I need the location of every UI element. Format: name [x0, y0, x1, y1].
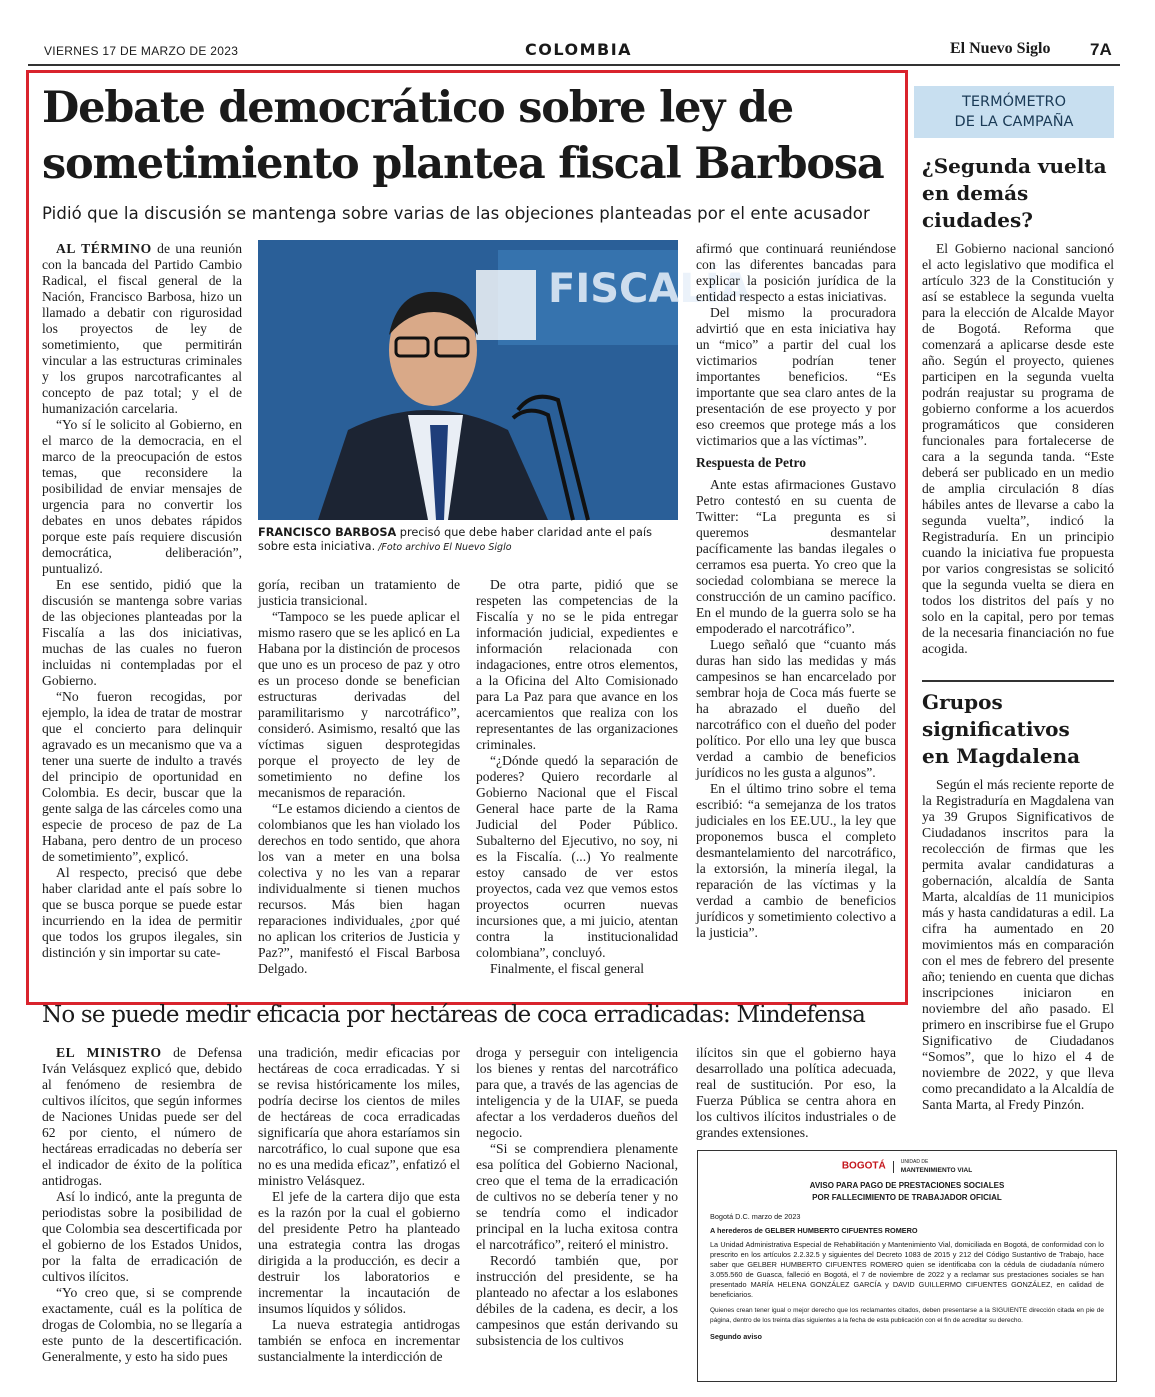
- sidebar-story1-text: El Gobierno nacional sancionó el acto legislativo que modifica el artículo 323 de la Constitución y así se establece la segunda vuelta para la elección de Alcalde Mayor de Bogotá. Reforma que comenzará a aplicarse desde este año. Según el proyecto, quienes participen en la segunda vuelta podrán reajustar su programa de gobierno conforme a los acuerdos programáticos que consideren funcionales para fortalecerse de cara a la segunda tanda. “Este deberá ser publicado en un medio de amplia circulación 8 días hábiles antes de llevarse a cabo la segunda vuelta”, indicó la Registraduría. En un principio cuando la iniciativa fue propuesta por varios congresistas se solicitó que la segunda vuelta se diera en todos los distritos del país y no solo en la capital, pero por temas de la necesaria financiación no fue acogida.: [922, 241, 1114, 656]
- header-rule: [28, 64, 1120, 66]
- notice-logo: BOGOTÁ UNIDAD DE MANTENIMIENTO VIAL: [841, 1159, 973, 1174]
- article-column-2: goría, reciban un tratamiento de justicia transicional. “Tampoco se les puede aplicar el mismo rasero que se les aplicó en La Habana por la distinción de procesos que uno es un proceso de paz y otro es un proceso donde se benefician estructuras derivadas del paramilitarismo y narcotráfico”, consideró. Asimismo, resaltó que las víctimas siguen desprotegidas porque el proyecto de ley de sometimiento no define los mecanismos de reparación. “Le estamos diciendo a cientos de colombianos que les han violado los derechos en todo sentido, que ahora los van a meter en una bolsa colectiva y no les van a reparar individualmente si tienen muchos recursos. Más bien hagan reparaciones individuales, ¿por qué no aplican los criterios de Justicia y Paz?”, manifestó el Fiscal Barbosa Delgado.: [258, 577, 460, 976]
- second-column-2: una tradición, medir eficacias por hectáreas de coca erradicadas. Y si se revisa históricamente los miles, podría decirse los cientos de miles de hectáreas de coca erradicadas significaría que ahora estaríamos sin narcotráfico, lo cual supone que esa no es una medida eficaz”, enfatizó el ministro Velásquez. El jefe de la cartera dijo que esta es la razón por la cual el gobierno del presidente Petro ha planteado una estrategia contra las drogas dirigida a la producción, es decir a destruir los laboratorios e incrementar la incautación de insumos líquidos y sólidos. La nueva estrategia antidrogas también se enfoca en incrementar sustancialmente la interdicción de: [258, 1045, 460, 1364]
- article-column-1: AL TÉRMINO de una reunión con la bancada del Partido Cambio Radical, el fiscal general de la Nación, Francisco Barbosa, hizo un llamado a debatir con rigurosidad los proyectos de ley de sometimiento, que permitirán vincular a las estructuras criminales y los grupos narcotraficantes al concepto de paz total; y el de humanización carcelaria. “Yo sí le solicito al Gobierno, en el marco de la democracia, en el marco de la preocupación de estos temas, que reconsidere la posibilidad de enviar mensajes de urgencia para no convertir los debates en unos debates rápidos porque este país requiere discusión democrática, deliberación”, puntualizó. En ese sentido, pidió que la discusión se mantenga sobre varias de las objeciones planteadas por la Fiscalía a las dos iniciativas, muchas de las cuales no fueron incluidas ni contempladas por el Gobierno. “No fueron recogidas, por ejemplo, la idea de tratar de mostrar que el concierto para delinquir agravado es un mecanismo que va a tener una suerte de indulto a través del principio de oportunidad en Colombia. Es decir, buscar que la gente salga de las cárceles como una especie de proceso de paz de La Habana, pero dentro de un proceso de sometimiento”, explicó. Al respecto, precisó que debe haber claridad ante el país sobre lo que se busca porque se puede estar incurriendo en la idea de permitir que todos los grupos ilegales, sin distinción y sin importar su cate-: [42, 241, 242, 960]
- article-column-4: afirmó que continuará reuniéndose con las diferentes bancadas para explicar la posición jurídica de la entidad respecto a estas iniciativas. Del mismo la procuradora advirtió que en esta iniciativa hay un “mico” a partir del cual los victimarios podrían tener importantes beneficios. “Es importante que sea claro antes de la presentación de ese proyecto y por eso creemos que protege más a los victimarios que a las víctimas”. Respuesta de Petro Ante estas afirmaciones Gustavo Petro contestó en su cuenta de Twitter: “La pregunta es si queremos desmantelar pacíficamente las bandas ilegales o cerramos esa puerta. Yo creo que la sociedad colombiana se merece la construcción de un camino pacífico. En el mundo de la guerra solo se ha empoderado el narcotráfico”. Luego señaló que “cuanto más duras han sido las medidas y más campesinos se han encarcelado por sembrar hoja de Coca más fuerte se ha abrazado el dueño del narcotráfico con el dueño del poder político. Por ello una ley que busca verdad a cambio de beneficios jurídicos no les gusta a algunos”. En el último trino sobre el tema escribió: “a semejanza de los tratos judiciales en los EE.UU., la ley que proponemos busca el completo desmantelamiento del narcotráfico, la extorsión, la minería ilegal, la reparación de las víctimas y la verdad a cambio de beneficios jurídicos y sometimiento colectivo a la justicia”.: [696, 241, 896, 940]
- sidebar-label: TERMÓMETRO DE LA CAMPAÑA: [914, 86, 1114, 138]
- section-title: COLOMBIA: [525, 40, 633, 59]
- main-deck: Pidió que la discusión se mantenga sobre varias de las objeciones planteadas por el ente acusador: [42, 204, 870, 223]
- notice-title: AVISO PARA PAGO DE PRESTACIONES SOCIALES POR FALLECIMIENTO DE TRABAJADOR OFICIAL: [809, 1181, 1005, 1202]
- second-column-4: ilícitos sin que el gobierno haya desarrollado una política adecuada, real de sustitución. Por eso, la Fuerza Pública se centra ahora en los cultivos ilícitos industriales o de grandes extensiones.: [696, 1045, 896, 1140]
- photo-caption: FRANCISCO BARBOSA precisó que debe haber claridad ante el país sobre esta iniciativa. /Foto archivo El Nuevo Siglo: [258, 526, 652, 553]
- second-headline: No se puede medir eficacia por hectáreas de coca erradicadas: Mindefensa: [42, 1002, 865, 1028]
- page-number: 7A: [1090, 40, 1112, 59]
- legal-notice: BOGOTÁ UNIDAD DE MANTENIMIENTO VIAL AVISO PARA PAGO DE PRESTACIONES SOCIALES POR FALLECIMIENTO DE TRABAJADOR OFICIAL Bogotá D.C. marzo de 2023 A herederos de GELBER HUMBERTO CIFUENTES ROMERO La Unidad Administrativa Especial de Rehabilitación y Mantenimiento Vial, domiciliada en Bogotá, de conformidad con lo prescrito en los artículos 2.2.32.5 y siguientes del Decreto 1083 de 2015 y 212 del Código Sustantivo de Trabajo, hace saber que GELBER HUMBERTO CIFUENTES ROMERO quien se identificaba con la cédula de ciudadanía número 3.055.560 de Guasca, falleció en Bogotá, el 7 de noviembre de 2022 y a reclamar sus prestaciones sociales se han presentado MARÍA HELENA GONZÁLEZ GARCÍA y DAVID GUILLERMO CIFUENTES GONZÁLEZ, en calidad de beneficiarios. Quienes crean tener igual o mejor derecho que los reclamantes citados, deben presentarse a la SIGUIENTE dirección citada en pie de página, dentro de los treinta días siguientes a la fecha de esta publicación con el fin de acreditar su derecho. Segundo aviso: [697, 1150, 1117, 1382]
- second-column-1: EL MINISTRO de Defensa Iván Velásquez explicó que, debido al fenómeno de resiembra de cultivos ilícitos, que según informes de Naciones Unidas puede ser del 62 por ciento, el número de hectáreas erradicadas no debería ser el indicador de éxito de la política antidrogas. Así lo indicó, ante la pregunta de periodistas sobre la posibilidad de que Colombia sea descertificada por el gobierno de los Estados Unidos, por la falta de erradicación de cultivos ilícitos. “Yo creo que, si se comprende exactamente, cuál es la política de drogas de Colombia, no se llegaría a este punto de la descertificación. Generalmente, y esto ha sido pues: [42, 1045, 242, 1364]
- sidebar-story2-title: Grupos significativos en Magdalena: [922, 690, 1081, 768]
- sidebar-story1-title: ¿Segunda vuelta en demás ciudades?: [922, 154, 1107, 232]
- main-headline: Debate democrático sobre ley de sometimiento plantea fiscal Barbosa: [42, 83, 884, 189]
- sidebar-story2-text: Según el más reciente reporte de la Registraduría en Magdalena van ya 39 Grupos Significativos de Ciudadanos inscritos para la recolección de firmas que les permita avalar candidaturas a gobernación, alcaldía de Santa Marta, alcaldías de 11 municipios más y hasta candidaturas a edil. La cifra ha aumentado en 20 movimientos más en comparación con el mes de febrero del presente año; teniendo en cuenta que dichas inscripciones iniciaron en noviembre del año pasado. El primero en inscribirse fue el Grupo Significativo de Ciudadanos “Somos”, que lo hizo el 4 de noviembre de 2022, y que lleva como precandidato a la Alcaldía de Santa Marta, al Fredy Pinzón.: [922, 777, 1114, 1112]
- photo-wall-text: FISCALÍA: [548, 266, 751, 312]
- article-column-3: De otra parte, pidió que se respeten las competencias de la Fiscalía y no se le pida entregar información judicial, expedientes e información relacionada con indagaciones, entre otros elementos, a la Oficina del Alto Comisionado para La Paz para que avance en los acercamientos que realiza con los representantes de las organizaciones criminales. “¿Dónde quedó la separación de poderes? Quiero recordarle al Gobierno Nacional que el Fiscal General hace parte de la Rama Judicial del Poder Público. Subalterno del Ejecutivo, no soy, ni es la Fiscalía. (...) Yo realmente estoy cansado de ver estos proyectos, cada vez que vemos estos proyectos ocurren nuevas incursiones que, a mi juicio, atentan contra la institucionalidad colombiana”, concluyó. Finalmente, el fiscal general: [476, 577, 678, 976]
- issue-date: VIERNES 17 DE MARZO DE 2023: [44, 44, 239, 58]
- sidebar-divider: [922, 680, 1114, 682]
- newspaper-name: El Nuevo Siglo: [950, 40, 1051, 57]
- subheading: Respuesta de Petro: [696, 455, 806, 470]
- lead-word: AL TÉRMINO: [56, 241, 152, 256]
- second-column-3: droga y perseguir con inteligencia los bienes y rentas del narcotráfico para que, a través de las agencias de inteligencia y de la UIAF, se pueda afectar a los verdaderos dueños del negocio. “Si se comprendiera plenamente esa política del Gobierno Nacional, creo que el tema de la erradicación de cultivos no se debería tener y no se tendría como el indicador principal en la lucha exitosa contra el narcotráfico”, reiteró el ministro. Recordó también que, por instrucción del presidente, se ha planteado no afectar a los eslabones débiles de la cadena, es decir, a los campesinos que están derivando su subsistencia de los cultivos: [476, 1045, 678, 1348]
